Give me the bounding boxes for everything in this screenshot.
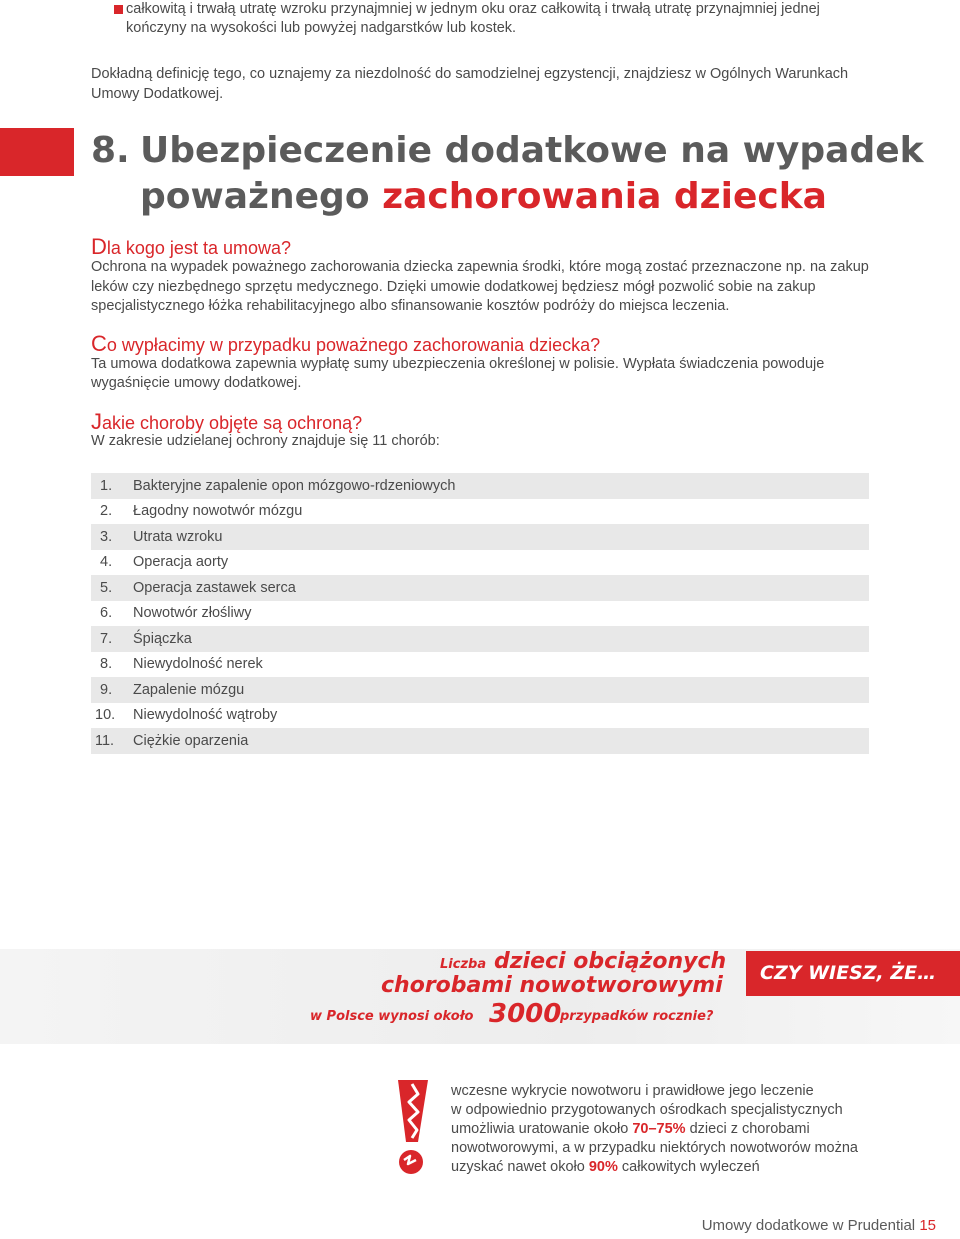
section-marker-bar: [0, 128, 74, 176]
list-item-label: Łagodny nowotwór mózgu: [133, 503, 303, 520]
list-item-number: 2.: [100, 503, 113, 520]
question-heading-2: Co wypłacimy w przypadku poważnego zachorowania dziecka?: [91, 331, 601, 356]
list-item-number: 9.: [100, 681, 113, 698]
list-item-label: Operacja aorty: [133, 554, 229, 571]
fact-big-1: dzieci obciążonych: [494, 949, 727, 974]
question-heading-1: Dla kogo jest ta umowa?: [91, 234, 291, 259]
list-item-label: Nowotwór złośliwy: [133, 605, 252, 622]
list-item: [91, 550, 869, 576]
section-title-line-2: [140, 174, 827, 219]
fact-small-3: przypadków rocznie?: [560, 1009, 714, 1024]
list-item-number: 10.: [95, 707, 116, 724]
did-you-know-label: CZY WIESZ, ŻE…: [760, 962, 937, 984]
list-item-number: 7.: [100, 630, 113, 647]
fact-big-2: chorobami nowotworowymi: [381, 973, 723, 998]
tip-line-3: umożliwia uratowanie około 70–75% dzieci z chorobami: [451, 1121, 810, 1137]
q1-line-2: leków czy niezbędnego sprzętu medycznego. Dzięki umowie dodatkowej będziesz mógł pozwolić sobie na zakup: [91, 279, 816, 295]
list-item: [91, 626, 869, 652]
q2-line-2: wygaśnięcie umowy dodatkowej.: [91, 375, 302, 391]
list-item: [91, 703, 869, 729]
list-item-label: Bakteryjne zapalenie opon mózgowo-rdzeniowych: [133, 477, 456, 494]
fact-number: 3000: [489, 999, 562, 1029]
tip-line-2: w odpowiednio przygotowanych ośrodkach specjalistycznych: [451, 1102, 843, 1118]
definition-line-1: Dokładną definicję tego, co uznajemy za niezdolność do samodzielnej egzystencji, znajdziesz w Ogólnych Warunkach: [91, 66, 849, 82]
footer-text: Umowy dodatkowe w Prudential: [701, 1217, 916, 1234]
list-item-label: Niewydolność nerek: [133, 656, 263, 673]
q1-line-3: specjalistycznego łóżka rehabilitacyjnego albo sfinansowanie kosztów podróży do miejsca leczenia.: [91, 298, 730, 314]
list-item: [91, 473, 869, 499]
list-item: [91, 575, 869, 601]
question-heading-3: Jakie choroby objęte są ochroną?: [91, 409, 363, 434]
q1-line-1: Ochrona na wypadek poważnego zachorowania dziecka zapewnia środki, które mogą zostać przeznaczone np. na zakup: [91, 259, 869, 275]
list-item-label: Niewydolność wątroby: [133, 707, 278, 724]
list-item-number: 4.: [100, 554, 113, 571]
q3-intro: W zakresie udzielanej ochrony znajduje się 11 chorób:: [91, 433, 440, 449]
list-item: [91, 524, 869, 550]
list-item-label: Utrata wzroku: [133, 528, 223, 545]
bullet-line-1: całkowitą i trwałą utratę wzroku przynajmniej w jednym oku oraz całkowitą i trwałą utratę przynajmniej jednej: [126, 1, 820, 17]
page-number: 15: [919, 1217, 936, 1234]
exclamation-zigzag-icon: [396, 1080, 430, 1176]
tip-line-5: uzyskać nawet około 90% całkowitych wyleczeń: [451, 1159, 760, 1175]
list-item-number: 6.: [100, 605, 113, 622]
list-item-number: 3.: [100, 528, 113, 545]
list-item-label: Zapalenie mózgu: [133, 681, 245, 698]
bullet-line-2: kończyny na wysokości lub powyżej nadgarstków lub kostek.: [126, 20, 517, 36]
list-item-number: 8.: [100, 656, 113, 673]
footer: [702, 1217, 936, 1234]
list-item: [91, 728, 869, 754]
list-item-label: Operacja zastawek serca: [133, 579, 296, 596]
tip-line-4: nowotworowymi, a w przypadku niektórych nowotworów można: [451, 1140, 858, 1156]
list-item-number: 1.: [100, 477, 113, 494]
section-title-gray: poważnego: [140, 176, 370, 217]
list-item-label: Ciężkie oparzenia: [133, 732, 249, 749]
tip-line-1: wczesne wykrycie nowotworu i prawidłowe jego leczenie: [451, 1083, 814, 1099]
list-item-label: Śpiączka: [133, 630, 192, 647]
list-item: [91, 652, 869, 678]
bullet-square-icon: [114, 5, 123, 14]
top-bullet: [0, 0, 960, 40]
tip-percent-1: 70–75%: [632, 1121, 686, 1137]
section-number: 8.: [91, 130, 130, 171]
definition-line-2: Umowy Dodatkowej.: [91, 86, 224, 102]
tip-percent-2: 90%: [588, 1159, 618, 1175]
disease-list: [91, 473, 869, 754]
list-item: [91, 601, 869, 627]
list-item-number: 5.: [100, 579, 113, 596]
list-item-number: 11.: [95, 732, 115, 749]
list-item: [91, 499, 869, 525]
q2-line-1: Ta umowa dodatkowa zapewnia wypłatę sumy ubezpieczenia określonej w polisie. Wypłata świadczenia powoduje: [91, 356, 825, 372]
did-you-know-badge: [746, 951, 960, 996]
section-title-red: zachorowania dziecka: [382, 176, 827, 217]
fact-small-1: Liczba: [440, 957, 487, 972]
list-item: [91, 677, 869, 703]
section-title-line-1: Ubezpieczenie dodatkowe na wypadek: [140, 130, 924, 171]
fact-small-2: w Polsce wynosi około: [310, 1009, 474, 1024]
